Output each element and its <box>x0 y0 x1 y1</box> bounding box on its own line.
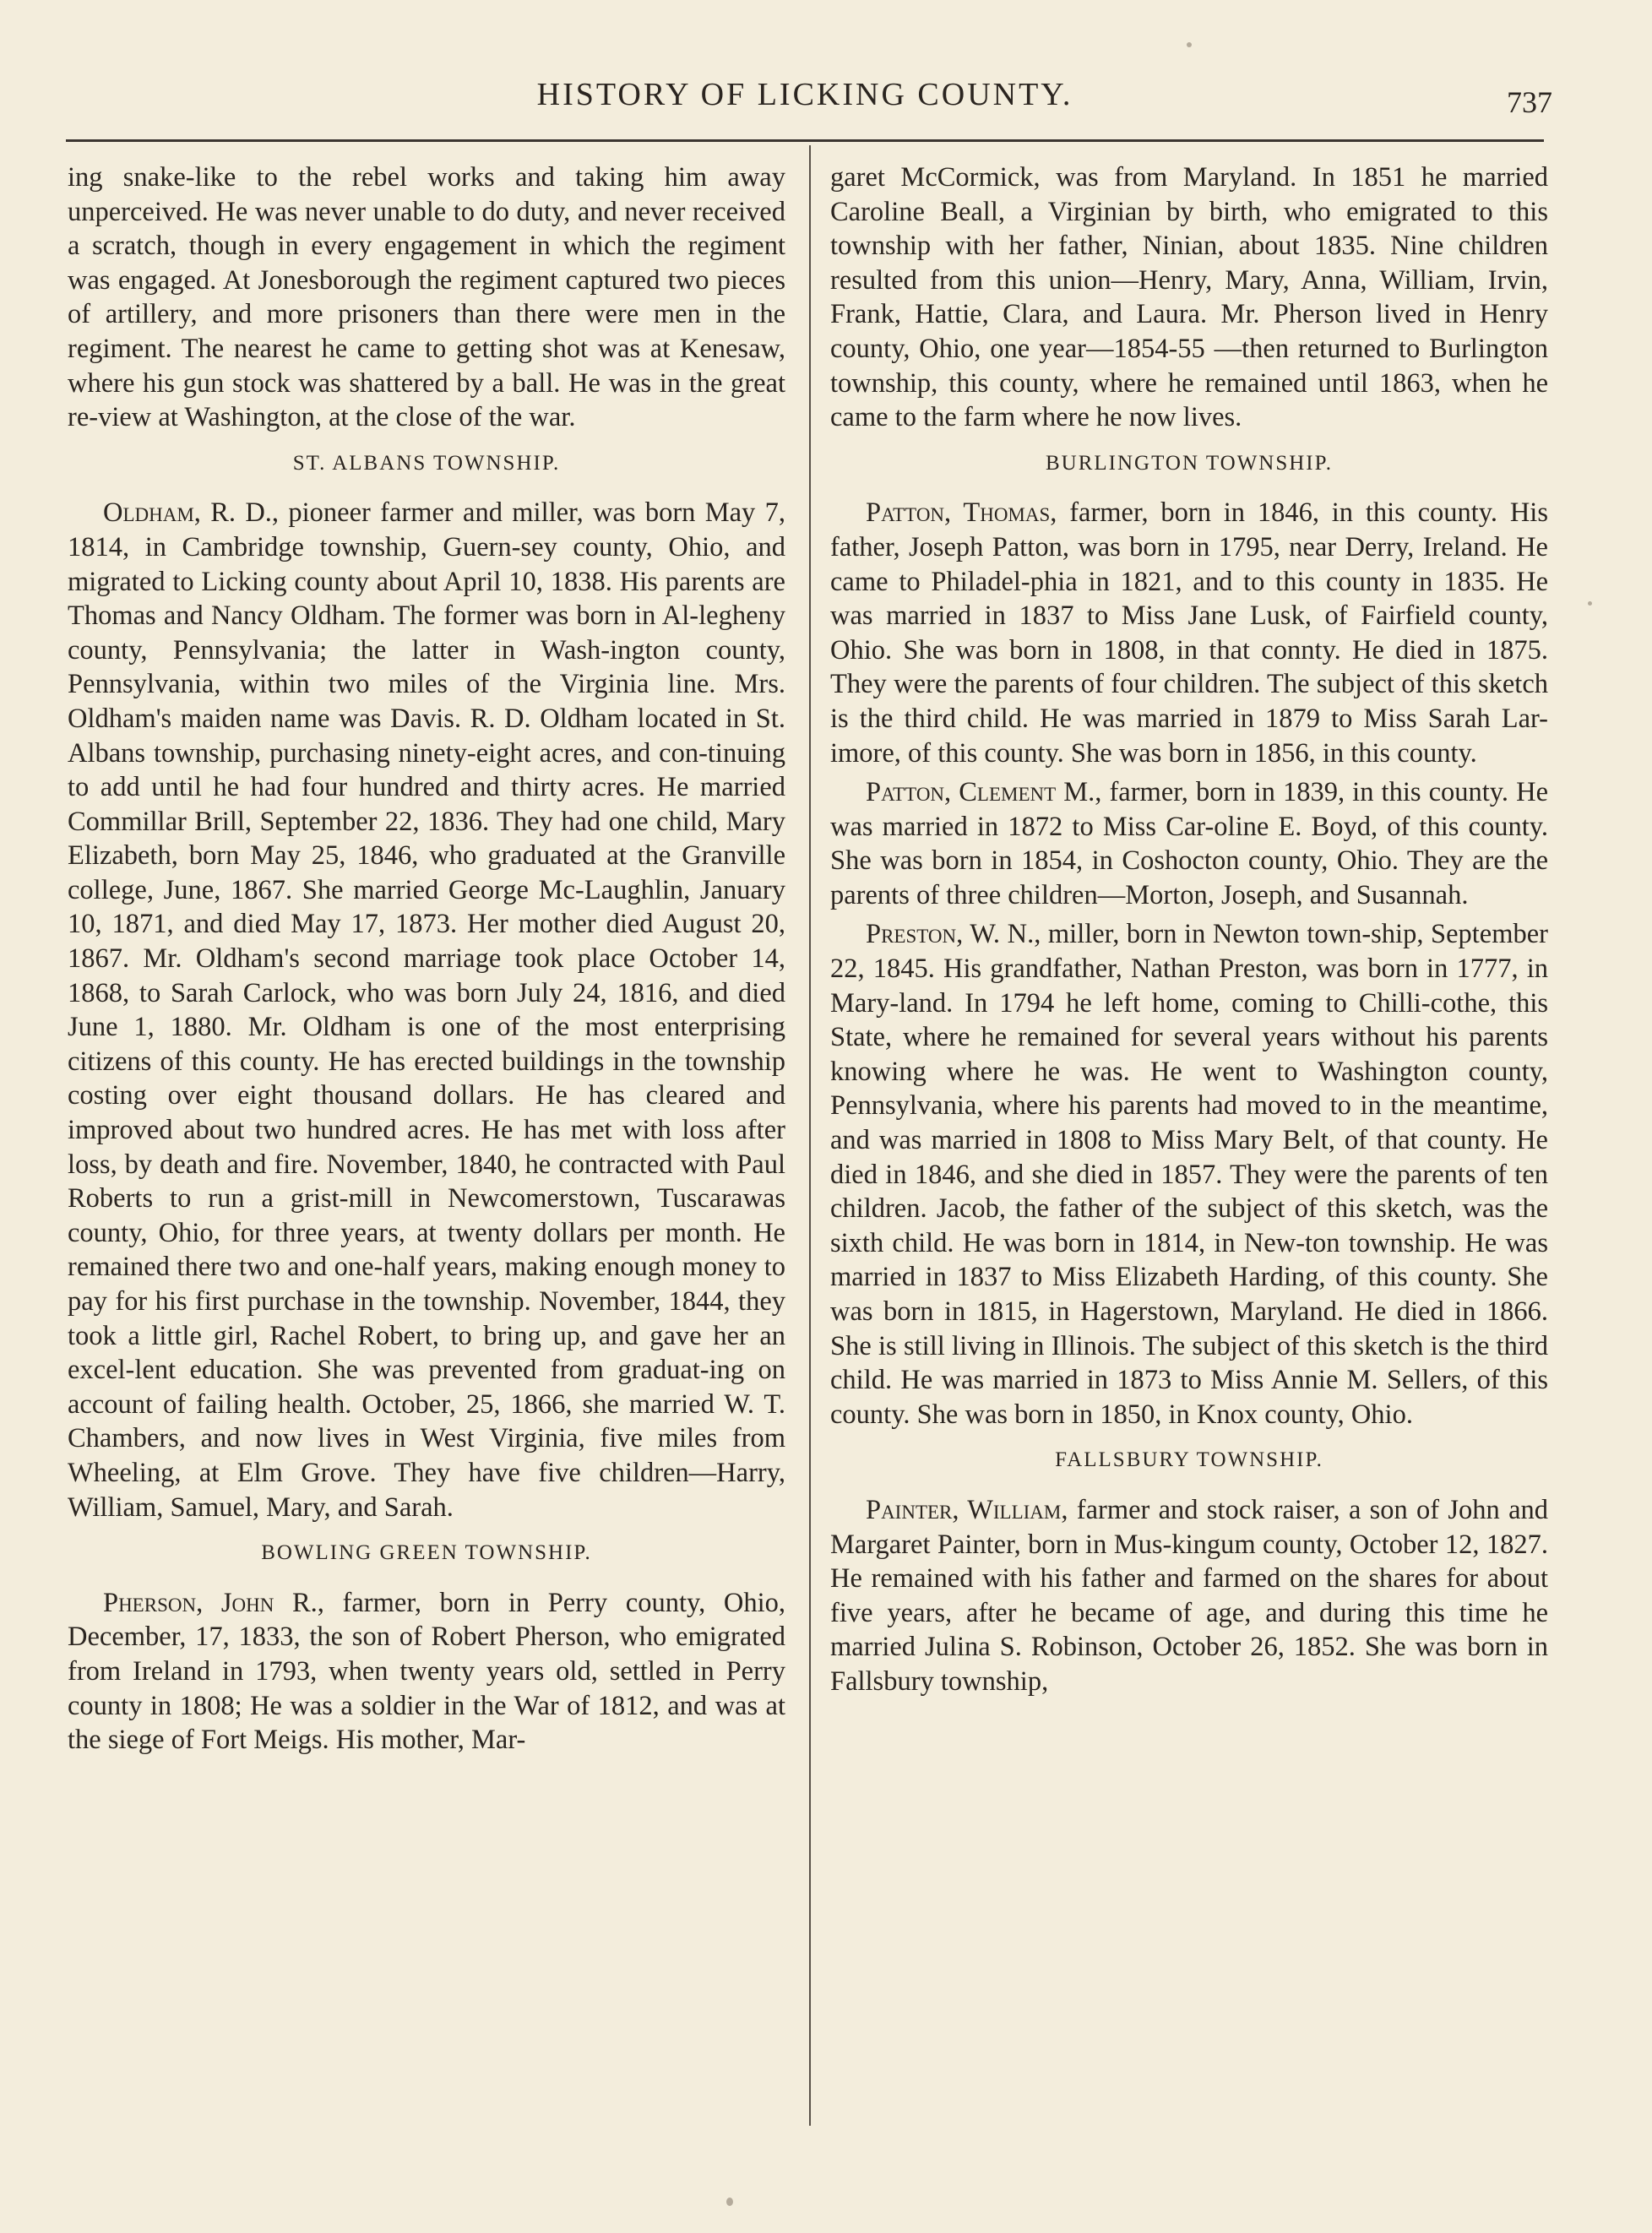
header-rule <box>66 139 1544 142</box>
paper-speck <box>726 2198 733 2206</box>
entry-name: Oldham, R. D., <box>103 497 280 529</box>
entry-painter <box>830 1493 1548 1699</box>
column-divider <box>809 145 811 2126</box>
entry-text: farmer and stock raiser, a son of John and Margaret Painter, born in Mus-kingum county, October 12, 1827. He remained with his father and farmed on the shares for about five years, after he became of age, and during this time he married Julina S. Robinson, October 26, 1852. She was born in Fallsbury township, <box>830 1494 1548 1697</box>
section-heading-st-albans: ST. ALBANS TOWNSHIP. <box>292 451 561 475</box>
entry-text: farmer, born in 1846, in this county. His father, Joseph Patton, was born in 1795, near Derry, Ireland. He came to Philadel-phia in 1821, and to this county in 1835. He was married in 1837 to Miss Jane Lusk, of Fairfield county, Ohio. She was born in 1808, in that connty. He died in 1875. They were the parents of four children. The subject of this sketch is the third child. He was married in 1879 to Miss Sarah Lar-imore, of this county. She was born in 1856, in this county. <box>830 497 1548 769</box>
entry-pherson <box>68 1586 785 1758</box>
entry-name: Pherson, John R., <box>103 1587 324 1618</box>
section-heading-fallsbury: FALLSBURY TOWNSHIP. <box>1055 1448 1323 1472</box>
left-column <box>68 160 785 1758</box>
entry-name: Patton, Clement M., <box>866 777 1102 808</box>
entry-name: Patton, Thomas, <box>866 497 1057 529</box>
entry-text: miller, born in Newton town-ship, September 22, 1845. His grandfather, Nathan Preston, was born in 1777, in Mary-land. In 1794 he left home, coming to Chilli-cothe, this State, where he remained for several years without his parents knowing where he was. He went to Washington county, Pennsylvania, where his parents had moved to in the meantime, and was married in 1808 to Miss Mary Belt, of that county. He died in 1846, and she died in 1857. They were the parents of ten children. Jacob, the father of the subject of this sketch, was the sixth child. He was born in 1814, in New-ton township. He was married in 1837 to Miss Elizabeth Harding, of this county. She was born in 1815, in Hagerstown, Maryland. He died in 1866. She is still living in Illinois. The subject of this sketch is the third child. He was married in 1873 to Miss Annie M. Sellers, of this county. She was born in 1850, in Knox county, Ohio. <box>830 919 1549 1430</box>
entry-patton-clement <box>830 775 1548 912</box>
entry-name: Preston, W. N., <box>866 919 1041 950</box>
paper-speck <box>1187 42 1192 47</box>
page-header <box>66 76 1552 127</box>
entry-name: Painter, William, <box>866 1494 1068 1525</box>
paragraph-continued: garet McCormick, was from Maryland. In 1851 he married Caroline Beall, a Virginian by birth, who emigrated to this township with her father, Ninian, about 1835. Nine children resulted from this union—Henry, Mary, Anna, William, Irvin, Frank, Hattie, Clara, and Laura. Mr. Pherson lived in Henry county, Ohio, one year—1854-55 —then returned to Burlington township, this county, where he remained until 1863, when he came to the farm where he now lives. <box>830 162 1548 433</box>
entry-preston <box>830 917 1548 1432</box>
section-heading-burlington: BURLINGTON TOWNSHIP. <box>1045 451 1334 475</box>
paragraph-continued: ing snake-like to the rebel works and taking him away unperceived. He was never unable to do duty, and never received a scratch, though in every engagement in which the regiment was engaged. At Jonesborough the regiment captured two pieces of artillery, and more prisoners than there were men in the regiment. The nearest he came to getting shot was at Kenesaw, where his gun stock was shattered by a ball. He was in the great re-view at Washington, at the close of the war. <box>68 162 785 433</box>
entry-text: farmer, born in Perry county, Ohio, December, 17, 1833, the son of Robert Pherson, who emigrated from Ireland in 1793, when twenty years old, settled in Perry county in 1808; He was a soldier in the War of 1812, and was at the siege of Fort Meigs. His mother, Mar- <box>68 1587 786 1756</box>
running-title: HISTORY OF LICKING COUNTY. <box>536 77 1073 112</box>
entry-oldham <box>68 496 785 1524</box>
section-heading-bowling-green: BOWLING GREEN TOWNSHIP. <box>261 1541 592 1565</box>
entry-patton-thomas <box>830 496 1548 770</box>
page-number: 737 <box>1507 85 1552 119</box>
paper-speck <box>1588 601 1592 606</box>
right-column <box>830 160 1548 1699</box>
entry-text: pioneer farmer and miller, was born May 7, 1814, in Cambridge township, Guern-sey county, Ohio, and migrated to Licking county about April 10, 1838. His parents are Thomas and Nancy Oldham. The former was born in Al-legheny county, Pennsylvania; the latter in Wash-ington county, Pennsylvania, within two miles of the Virginia line. Mrs. Oldham's maiden name was Davis. R. D. Oldham located in St. Albans township, purchasing ninety-eight acres, and con-tinuing to add until he had four hundred and thirty acres. He married Commillar Brill, September 22, 1836. They had one child, Mary Elizabeth, born May 25, 1846, who graduated at the Granville college, June, 1867. She married George Mc-Laughlin, January 10, 1871, and died May 17, 1873. Her mother died August 20, 1867. Mr. Oldham's second marriage took place October 14, 1868, to Sarah Carlock, who was born July 24, 1816, and died June 1, 1880. Mr. Oldham is one of the most enterprising citizens of this county. He has erected buildings in the township costing over eight thousand dollars. He has cleared and improved about two hundred acres. He has met with loss after loss, by death and fire. November, 1840, he contracted with Paul Roberts to run a grist-mill in Newcomerstown, Tuscarawas county, Ohio, for three years, at twenty dollars per month. He remained there two and one-half years, making enough money to pay for his first purchase in the township. November, 1844, they took a little girl, Rachel Robert, to bring up, and gave her an excel-lent education. She was prevented from graduat-ing on account of failing health. October, 25, 1866, she married W. T. Chambers, and now lives in West Virginia, five miles from Wheeling, at Elm Grove. They have five children—Harry, William, Samuel, Mary, and Sarah. <box>68 497 785 1523</box>
entry-text: farmer, born in 1839, in this county. He was married in 1872 to Miss Car-oline E. Boyd, of this county. She was born in 1854, in Coshocton county, Ohio. They are the parents of three children—Morton, Joseph, and Susannah. <box>830 777 1549 910</box>
